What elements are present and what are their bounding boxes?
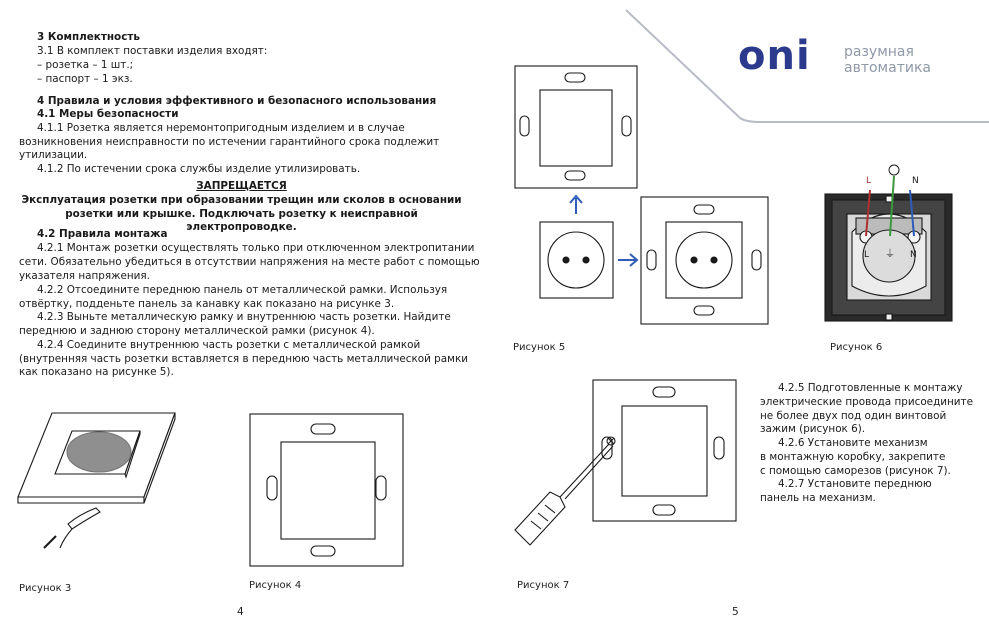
p411-line-1: 4.1.1 Розетка является неремонтопригодным изделием и в случае (37, 122, 405, 134)
p421-line-2: сети. Обязательно убедиться в отсутствии напряжения на месте работ с помощью (19, 256, 480, 268)
p427-line-2: панель на механизм. (760, 492, 876, 504)
p422-line-2: отвёртку, подденьте панель за канавку как показано на рисунке 3. (19, 298, 395, 310)
p426-line-3: с помощью саморезов (рисунок 7). (760, 465, 951, 477)
figure-6-caption: Рисунок 6 (830, 342, 883, 353)
p425-line-4: зажим (рисунок 6). (760, 423, 866, 435)
p426-line-1: 4.2.6 Установите механизм (778, 437, 928, 449)
subsection-4-2-heading: 4.2 Правила монтажа (37, 228, 168, 240)
ground-symbol: ⏚ (885, 249, 895, 260)
wire-label-n: N (912, 176, 919, 186)
p425-line-1: 4.2.5 Подготовленные к монтажу (778, 382, 963, 394)
page-number-left: 4 (237, 606, 244, 618)
p411-line-2: возникновения неисправности по истечении гарантийного срока подлежит (19, 136, 440, 148)
p421-line-1: 4.2.1 Монтаж розетки осуществлять только при отключенном электропитании (37, 242, 475, 254)
figure-3-caption: Рисунок 3 (19, 583, 72, 594)
wire-label-l: L (866, 176, 872, 186)
section-3-heading: 3 Комплектность (37, 31, 140, 43)
p426-line-2: в монтажную коробку, закрепите (760, 451, 946, 463)
subsection-4-1-heading: 4.1 Меры безопасности (37, 108, 179, 120)
p424-line-3: как показано на рисунке 5). (19, 366, 174, 378)
logo-tagline-line-1: разумная (844, 44, 914, 60)
terminal-label-n: N (910, 250, 917, 260)
p423-line-1: 4.2.3 Выньте металлическую рамку и внутреннюю часть розетки. Найдите (37, 311, 451, 323)
figure-4-caption: Рисунок 4 (249, 580, 302, 591)
s3-line-1: 3.1 В комплект поставки изделия входят: (37, 45, 268, 57)
logo-tagline-line-2: автоматика (844, 60, 931, 76)
forbidden-line-2: розетки или крышке. Подключать розетку к неисправной электропроводке. (65, 208, 418, 234)
page-number-right: 5 (732, 606, 739, 618)
p423-line-2: переднюю и заднюю сторону металлической рамки (рисунок 4). (19, 325, 375, 337)
p425-line-3: не более двух под один винтовой (760, 410, 947, 422)
s3-line-3: – паспорт – 1 экз. (37, 73, 133, 85)
forbidden-title: ЗАПРЕЩАЕТСЯ (196, 180, 287, 192)
p427-line-1: 4.2.7 Установите переднюю (778, 478, 932, 490)
p424-line-2: (внутренняя часть розетки вставляется в переднюю часть металлической рамки (19, 353, 469, 365)
brand-logo: oni (738, 33, 811, 79)
figure-5-caption: Рисунок 5 (513, 342, 566, 353)
p421-line-3: указателя напряжения. (19, 270, 150, 282)
p422-line-1: 4.2.2 Отсоедините переднюю панель от металлической рамки. Используя (37, 284, 448, 296)
p412-line: 4.1.2 По истечении срока службы изделие утилизировать. (37, 163, 361, 175)
p425-line-2: электрические провода присоедините (760, 396, 973, 408)
s3-line-2: – розетка – 1 шт.; (37, 59, 134, 71)
terminal-label-l: L (864, 250, 870, 260)
p424-line-1: 4.2.4 Соедините внутреннюю часть розетки с металлической рамкой (37, 339, 421, 351)
figure-7-caption: Рисунок 7 (517, 580, 570, 591)
forbidden-line-1: Эксплуатация розетки при образовании трещин или сколов в основании (21, 194, 462, 206)
section-4-heading: 4 Правила и условия эффективного и безопасного использования (37, 95, 437, 107)
p411-line-3: утилизации. (19, 149, 88, 161)
